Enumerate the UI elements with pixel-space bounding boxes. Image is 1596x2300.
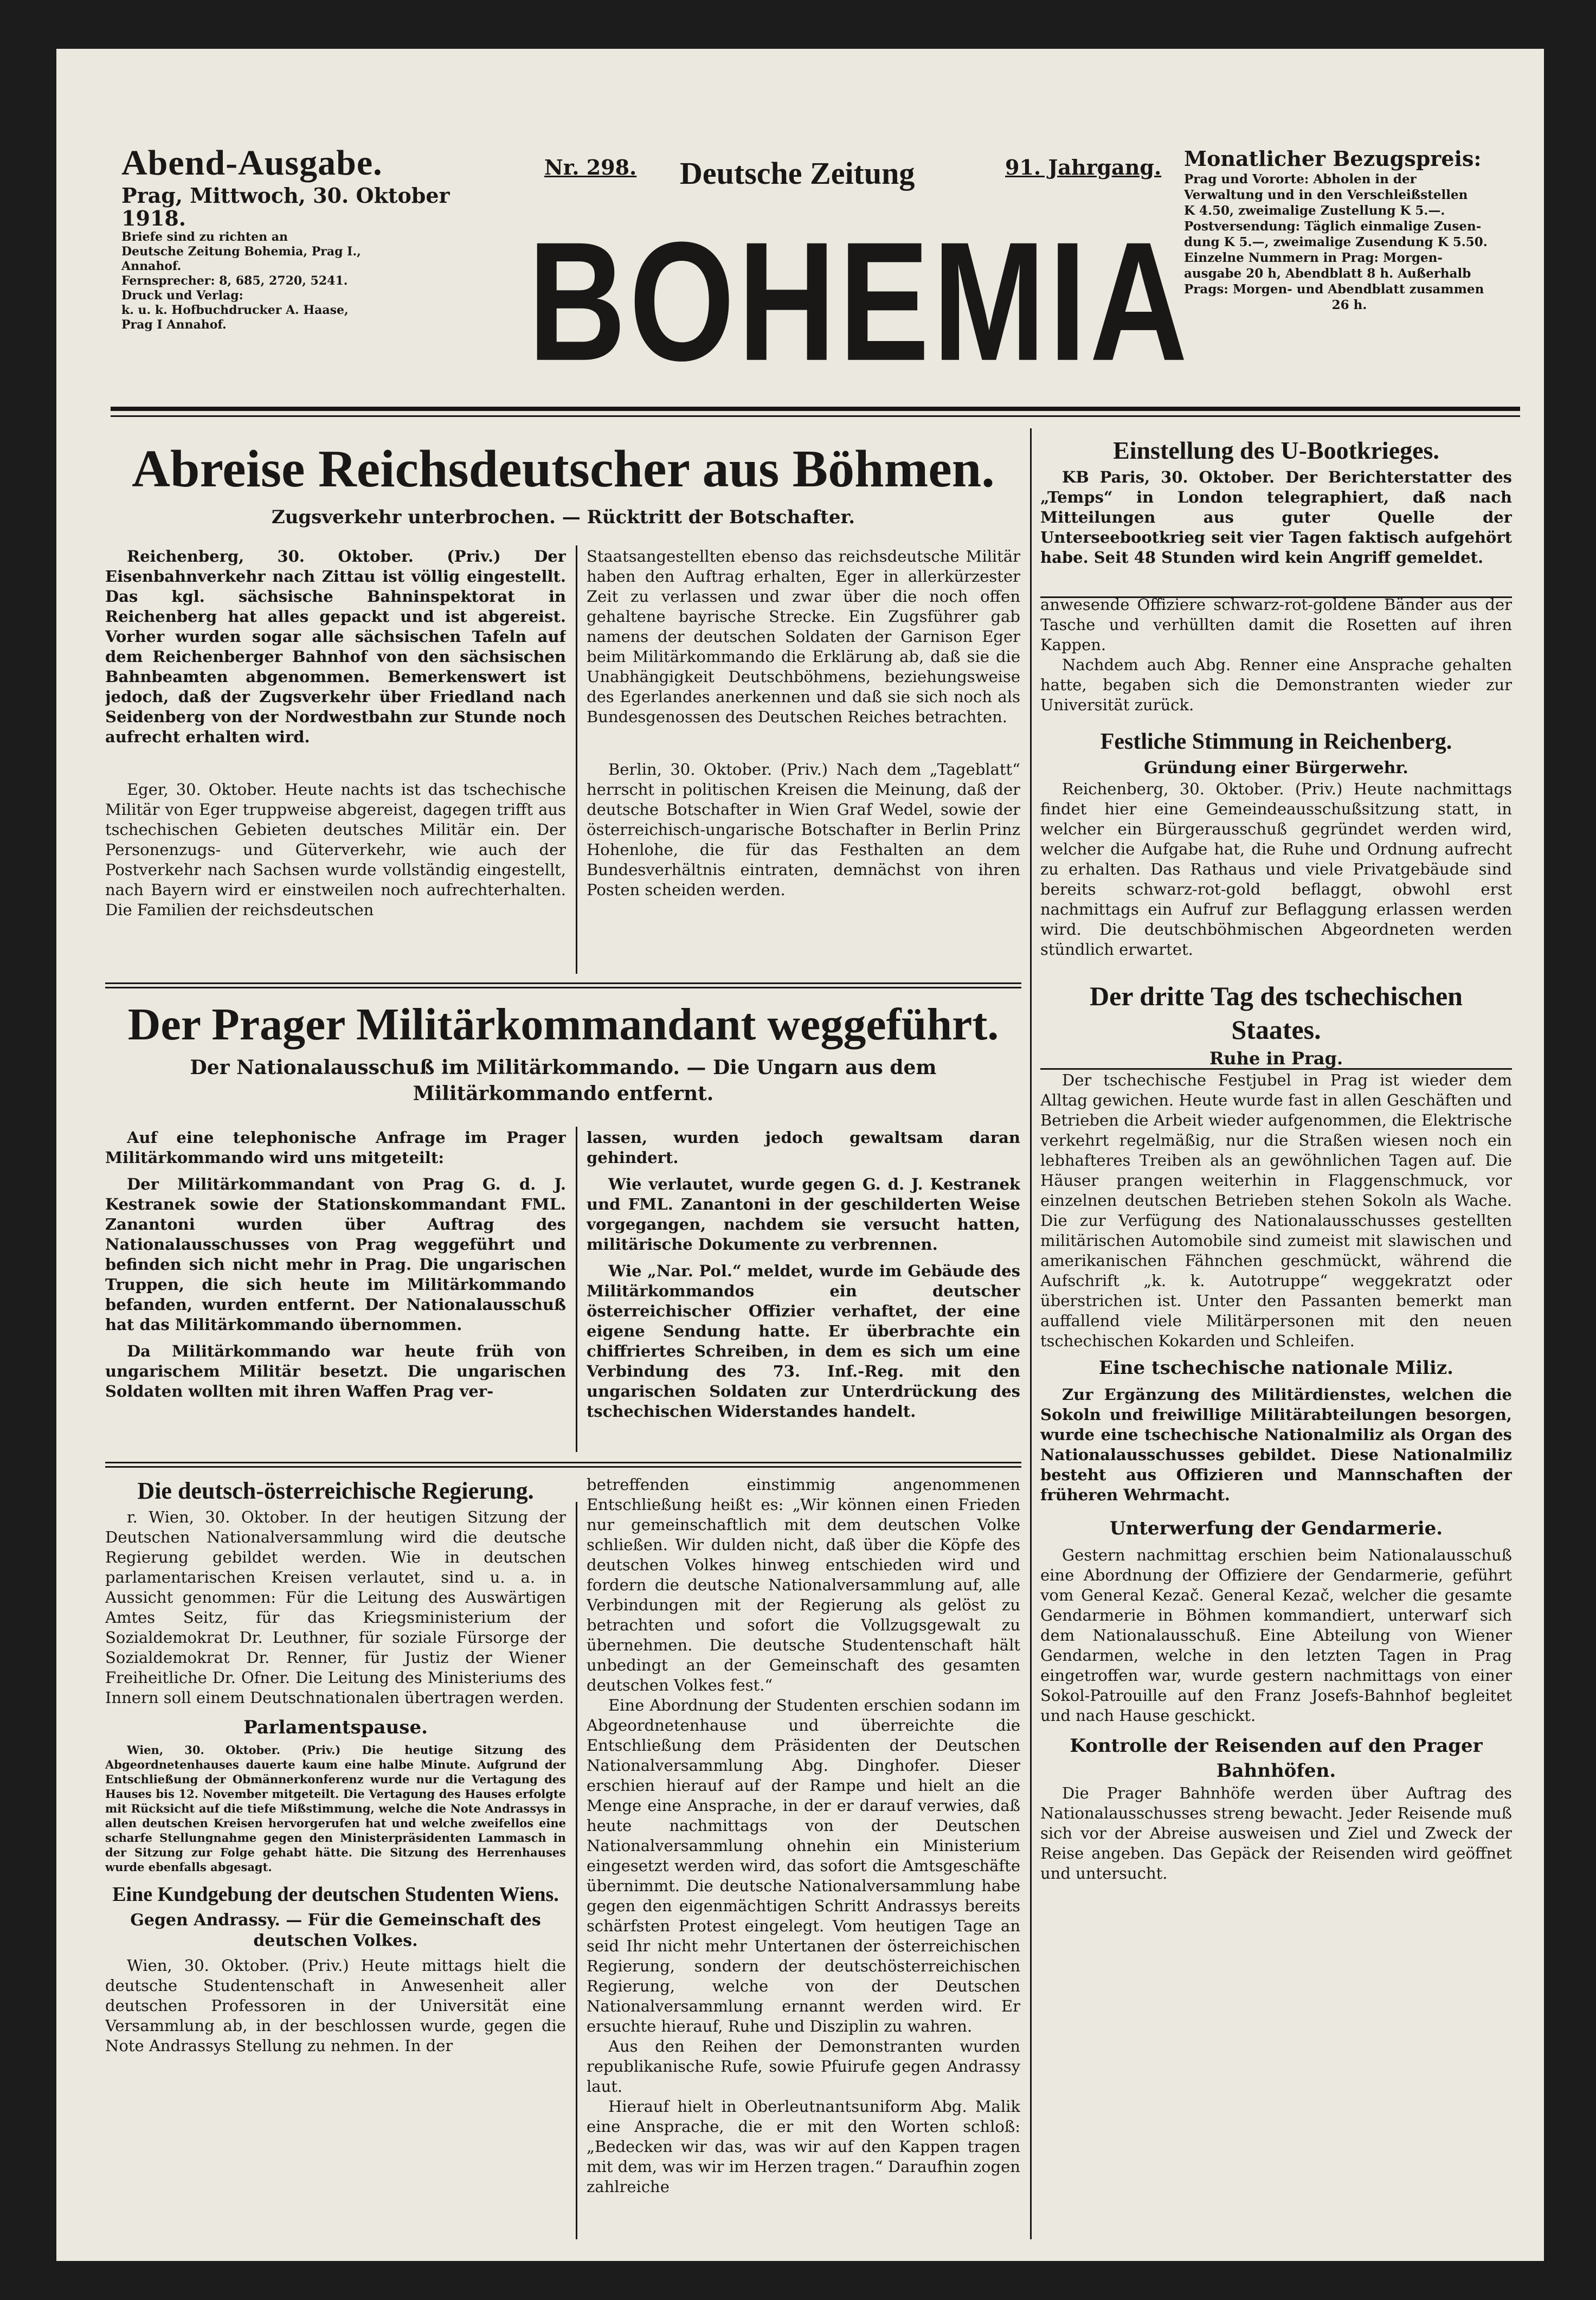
paragraph: Reichenberg, 30. Oktober. (Priv.) Der Eisenbahnverkehr nach Zittau ist völlig eingestellt. Das kgl. sächsische Bahninspektorat in Reichenberg hat alles gepackt und ist abgereist. Vorher wurden sogar alle sächsischen Tafeln auf dem Reichenberger Bahnhof von den sächsischen Bahnbeamten abgenommen. Bemerkenswert ist jedoch, daß der Zugsverkehr über Friedland nach Seidenberg von der Nordwestbahn zur Stunde noch aufrecht erhalten wird. — [105, 547, 566, 746]
article-regierung-col1 — [105, 1475, 566, 2239]
headline: Abreise Reichsdeutscher aus Böhmen. — [132, 440, 995, 498]
subheadline: Eine tschechische nationale Miliz. — [1098, 1357, 1453, 1379]
paragraph: Wie „Nar. Pol.“ meldet, wurde im Gebäude des Militärkommandos ein deutscher österreichischer Offizier verhaftet, der eine eigene Sendung hatte. Er überbrachte ein chiffriertes Schreiben, in dem es sich um eine Verbindung des 73. Inf.-Reg. mit den ungarischen Soldaten zur Unterdrückung des tschechischen Widerstandes handelt. — [587, 1262, 1020, 1421]
address-line: Briefe sind zu richten an — [121, 230, 288, 244]
address-line: Prag I Annahof. — [121, 318, 227, 332]
headline: Der Prager Militärkommandant weggeführt. — [127, 999, 999, 1050]
column-divider — [576, 545, 577, 974]
paragraph: Der Militärkommandant von Prag G. d. J. Kestranek sowie der Stationskommandant FML. Zanantoni wurden über Auftrag des Nationalausschusses von Prag weggeführt und befinden sich nicht mehr in Prag. Die ungarischen Truppen, die sich heute im Militärkommando befanden, wurden entfernt. Der Nationalausschuß hat das Militärkommando übernommen. — [105, 1175, 566, 1334]
right-column — [1040, 434, 1512, 2239]
column-divider — [1030, 428, 1032, 2239]
section-rule — [105, 987, 1021, 988]
date-line: Prag, Mittwoch, 30. Oktober 1918. — [121, 183, 450, 230]
masthead-rule — [111, 407, 1520, 411]
paragraph: Hierauf hielt in Oberleutnantsuniform Abg. Malik eine Ansprache, die er mit den Worten schloß: „Bedecken wir das, was wir auf den Kappen tragen mit dem, was wir im Herzen tragen.“ Daraufhin zogen zahlreiche — [587, 2097, 1020, 2196]
paragraph: Wien, 30. Oktober. (Priv.) Die heutige Sitzung des Abgeordnetenhauses dauerte kaum eine halbe Minute. Aufgrund der Entschließung der Obmännerkonferenz wurde nur die Vertagung des Hauses bis 12. November mitgeteilt. Die Vertagung des Hauses erfolgte mit Rücksicht auf die tiefe Mißstimmung, welche die Note Andrassys in allen deutschen Kreisen hervorgerufen hat und welche zweifellos eine scharfe Stellungnahme gegen den Ministerpräsidenten Lammasch in der Sitzung zur Folge gehabt hätte. Die Sitzung des Herrenhauses wurde ebenfalls abgesagt. — [105, 1743, 566, 1874]
subheadline: Eine Kundgebung der deutschen Studenten Wiens. — [112, 1883, 559, 1906]
edition-label: Abend-Ausgabe. — [121, 143, 383, 183]
paragraph: Reichenberg, 30. Oktober. (Priv.) Heute nachmittags findet hier eine Gemeindeausschußsitzung statt, in welcher ein Bürgerausschuß gegründet werden wird, welcher die Aufgabe hat, die Ruhe und Ordnung aufrecht zu erhalten. Das Rathaus und viele Privatgebäude sind bereits schwarz-rot-gold beflaggt, obwohl erst nachmittags ein Aufruf zur Beflaggung erlassen werden wird. Die deutschböhmischen Abgeordneten werden stündlich erwartet. — [1040, 780, 1512, 959]
subscription-line: dung K 5.—, zweimalige Zusendung K 5.50. — [1184, 235, 1488, 249]
paragraph: Eger, 30. Oktober. Heute nachts ist das tschechische Militär von Eger truppweise abgereist, dagegen trifft aus tschechischen Gebieten deutsches Militär ein. Der Personenzugs- und Güterverkehr, wie auch der Postverkehr nach Sachsen wurde vollständig eingestellt, nach Bayern wird er einstweilen noch aufrechterhalten. Die Familien der reichsdeutschen — [105, 780, 566, 919]
subheadline: Unterwerfung der Gendarmerie. — [1109, 1518, 1443, 1539]
newspaper-page — [56, 49, 1544, 2261]
subscription-line: Verwaltung und in den Verschleißstellen — [1184, 188, 1468, 202]
subscription-line: 26 h. — [1331, 298, 1367, 312]
issue-number: Nr. 298. — [544, 155, 637, 179]
address-line: Annahof. — [121, 259, 182, 273]
subscription-line: Prags: Morgen- und Abendblatt zusammen — [1184, 282, 1484, 297]
paragraph: Eine Abordnung der Studenten erschien sodann im Abgeordnetenhause und überreichte die Entschließung dem Präsidenten der Deutschen Nationalversammlung Abg. Dinghofer. Dieser erschien hierauf auf der Rampe und hielt an die Menge eine Ansprache, in der er darauf verwies, daß heute nachmittags von der Deutschen Nationalversammlung ohnehin ein Ministerium eingesetzt werden wird, das sofort die Amtsgeschäfte übernimmt. Die deutsche Nationalversammlung habe gegen den eigenmächtigen Schritt Andrassys bereits schärfsten Protest eingelegt. Vom heutigen Tage an seid Ihr nicht mehr Untertanen der österreichischen Regierung, sondern der deutschösterreichischen Regierung, welche von der Deutschen Nationalversammlung ernannt werden wird. Er ersuchte hierauf, Ruhe und Disziplin zu wahren. — [587, 1696, 1020, 2035]
subheadline: Kontrolle der Reisenden auf den Prager Bahnhöfen. — [1070, 1735, 1483, 1782]
volume-label: 91. Jahrgang. — [1005, 155, 1162, 179]
paragraph: anwesende Offiziere schwarz-rot-goldene Bänder aus der Tasche und verhüllten damit die Rosetten auf ihren Kappen. — [1040, 595, 1512, 654]
section-rule — [105, 1466, 1021, 1468]
section-rule — [105, 982, 1021, 984]
subscription-line: Postversendung: Täglich einmalige Zusen- — [1184, 219, 1482, 234]
address-line: Fernsprecher: 8, 685, 2720, 5241. — [121, 274, 348, 288]
article-militaerkommandant-header — [105, 995, 1021, 1120]
article-militaerkommandant-col2 — [587, 1128, 1020, 1453]
subscription-box — [1184, 146, 1515, 313]
article-reichsdeutsche-col2 — [587, 547, 1020, 969]
article-militaerkommandant-col1 — [105, 1128, 566, 1453]
article-regierung-col2 — [587, 1475, 1020, 2239]
subheadline: Parlamentspause. — [243, 1717, 428, 1738]
section-rule — [105, 1462, 1021, 1463]
headline: Festliche Stimmung in Reichenberg. — [1100, 729, 1452, 754]
paragraph: Staatsangestellten ebenso das reichsdeutsche Militär haben den Auftrag erhalten, Eger in allerkürzester Zeit zu verlassen und zwar über die noch offen gehaltene bayrische Strecke. Ein Zugsführer gab namens der deutschen Soldaten der Garnison Eger beim Militärkommando die Erklärung ab, daß sie die Unabhängigkeit Deutschböhmens, beziehungsweise des Egerlandes anerkennen und daß sie sich noch als Bundesgenossen des Deutschen Reiches betrachten. — [587, 547, 1020, 726]
subheadline: Gründung einer Bürgerwehr. — [1144, 759, 1408, 778]
address-line: Deutsche Zeitung Bohemia, Prag I., — [121, 245, 361, 259]
paragraph: Die Prager Bahnhöfe werden über Auftrag des Nationalausschusses streng bewacht. Jeder Reisende muß sich vor der Abreise ausweisen und Ziel und Zweck der Reise angeben. Das Gepäck der Reisenden wird geöffnet und untersucht. — [1040, 1784, 1512, 1883]
masthead-left — [121, 144, 512, 332]
subscription-line: ausgabe 20 h, Abendblatt 8 h. Außerhalb — [1184, 266, 1471, 281]
headline: Einstellung des U-Bootkrieges. — [1113, 436, 1439, 464]
address-line: k. u. k. Hofbuchdrucker A. Haase, — [121, 303, 349, 317]
newspaper-title: BOHEMIA — [528, 207, 1191, 396]
subheadline: Zugsverkehr unterbrochen. — Rücktritt der Botschafter. — [271, 506, 855, 528]
paragraph: Aus den Reihen der Demonstranten wurden republikanische Rufe, sowie Pfuirufe gegen Andrassy laut. — [587, 2037, 1020, 2096]
paragraph: Wien, 30. Oktober. (Priv.) Heute mittags hielt die deutsche Studentenschaft in Anwesenheit aller deutschen Professoren in der Universität eine Versammlung ab, in der beschlossen wurde, gegen die Note Andrassys Stellung zu nehmen. In der — [105, 1956, 566, 2055]
paragraph: Gestern nachmittag erschien beim Nationalausschuß eine Abordnung der Offiziere der Gendarmerie, geführt vom General Kezač. General Kezač, welcher die gesamte Gendarmerie in Böhmen kommandiert, unterwarf sich dem Nationalausschuß. Eine Abteilung von Wiener Gendarmen, welche in den letzten Tagen in Prag eingetroffen war, wurde gestern nachmittags von einer Sokol-Patrouille auf den Franz Josefs-Bahnhof begleitet und nach Hause geschickt. — [1040, 1546, 1512, 1725]
subscription-line: Prag und Vororte: Abholen in der — [1184, 172, 1417, 187]
paragraph: Da Militärkommando war heute früh von ungarischem Militär besetzt. Die ungarischen Soldaten wollten mit ihren Waffen Prag ver- — [105, 1342, 566, 1400]
paragraph: Zur Ergänzung des Militärdienstes, welchen die Sokoln und freiwillige Militärabteilungen besorgen, wurde eine tschechische Nationalmiliz als Organ des Nationalausschusses gebildet. Diese Nationalmiliz besteht aus Offizieren und Mannschaften der früheren Wehrmacht. — [1040, 1385, 1512, 1504]
subheadline: Der Nationalausschuß im Militärkommando. — Die Ungarn aus dem Militärkommando entfernt. — [190, 1056, 937, 1105]
paper-label: Deutsche Zeitung — [680, 156, 915, 191]
article-reichsdeutsche-col1 — [105, 547, 566, 969]
headline: Die deutsch-österreichische Regierung. — [137, 1477, 534, 1504]
column-divider — [576, 1127, 577, 1452]
subscription-line: Einzelne Nummern in Prag: Morgen- — [1184, 250, 1443, 265]
paragraph: Der tschechische Festjubel in Prag ist wieder dem Alltag gewichen. Heute wurde fast in allen Geschäften und Betrieben die Arbeit wieder aufgenommen, die Elektrische verkehrt regelmäßig, nur die Straßen wiesen noch ein lebhafteres Treiben als an gewöhnlichen Tagen auf. Die Häuser prangen weiterhin in Flaggenschmuck, vor einzelnen deutschen Betrieben stehen Sokoln als Wache. Die zur Verfügung des Nationalausschusses gestellten militärischen Automobile sind zumeist mit slawischen und amerikanischen Fähnchen geschmückt, während die Aufschrift „k. k. Autotruppe“ weggekratzt oder überstrichen ist. Unter den Passanten bemerkt man auffallend viele Militärpersonen mit den neuen tschechischen Kokarden und Schleifen. — [1040, 1071, 1512, 1350]
paragraph: Nachdem auch Abg. Renner eine Ansprache gehalten hatte, begaben sich die Demonstranten wieder zur Universität zurück. — [1040, 656, 1512, 714]
subscription-line: K 4.50, zweimalige Zustellung K 5.—. — [1184, 203, 1445, 218]
paragraph: betreffenden einstimmig angenommenen Entschließung heißt es: „Wir können einen Frieden nur gemeinschaftlich mit dem deutschen Volke schließen. Wir dulden nicht, daß über die Köpfe des deutschen Volkes hinweg entschieden wird und fordern die deutsche Nationalversammlung auf, alle Verbindungen mit der Regierung als gelöst zu betrachten und sofort die Vollzugsgewalt zu übernehmen. Die deutsche Studentenschaft hält unbedingt an der Gemeinschaft des gesamten deutschen Volkes fest.“ — [587, 1475, 1020, 1694]
paragraph: Auf eine telephonische Anfrage im Prager Militärkommando wird uns mitgeteilt: — [105, 1128, 566, 1167]
column-divider — [576, 1502, 577, 2239]
paragraph: Berlin, 30. Oktober. (Priv.) Nach dem „Tageblatt“ herrscht in politischen Kreisen die Meinung, daß der deutsche Botschafter in Wien Graf Wedel, sowie der österreichisch-ungarische Botschafter in Berlin Prinz Hohenlohe, die für das Festhalten an dem Bundesverhältnis eintraten, demnächst von ihren Posten scheiden werden. — [587, 760, 1020, 899]
headline: Der dritte Tag des tschechischen Staates. — [1090, 981, 1463, 1045]
subheadline: Gegen Andrassy. — Für die Gemeinschaft des deutschen Volkes. — [130, 1911, 541, 1950]
paragraph: r. Wien, 30. Oktober. In der heutigen Sitzung der Deutschen Nationalversammlung wird die deutsche Regierung gebildet werden. Wie in deutschen parlamentarischen Kreisen verlautet, sind u. a. in Aussicht genommen: Für die Leitung des Auswärtigen Amtes Seitz, für das Kriegsministerium der Sozialdemokrat Dr. Leuthner, für soziale Fürsorge der Sozialdemokrat Dr. Renner, für Justiz der Wiener Freiheitliche Dr. Ofner. Die Leitung des Ministeriums des Innern soll einem Deutschnationalen übertragen werden. — [105, 1508, 566, 1707]
masthead-rule-thin — [111, 415, 1520, 417]
paragraph: Wie verlautet, wurde gegen G. d. J. Kestranek und FML. Zanantoni in der geschilderten Weise vorgegangen, nachdem sie versucht hatten, militärische Dokumente zu verbrennen. — [587, 1175, 1020, 1254]
subheadline: Ruhe in Prag. — [1209, 1048, 1343, 1069]
paragraph: lassen, wurden jedoch gewaltsam daran gehindert. — [587, 1128, 1020, 1167]
subscription-title: Monatlicher Bezugspreis: — [1184, 146, 1482, 171]
article-reichsdeutsche-header — [105, 434, 1021, 542]
paragraph: KB Paris, 30. Oktober. Der Berichterstatter des „Temps“ in London telegraphiert, daß nach Mitteilungen aus guter Quelle der Unterseebootkrieg seit vier Tagen faktisch aufgehört habe. Seit 48 Stunden wird kein Angriff gemeldet. — [1040, 468, 1512, 567]
address-line: Druck und Verlag: — [121, 288, 243, 303]
